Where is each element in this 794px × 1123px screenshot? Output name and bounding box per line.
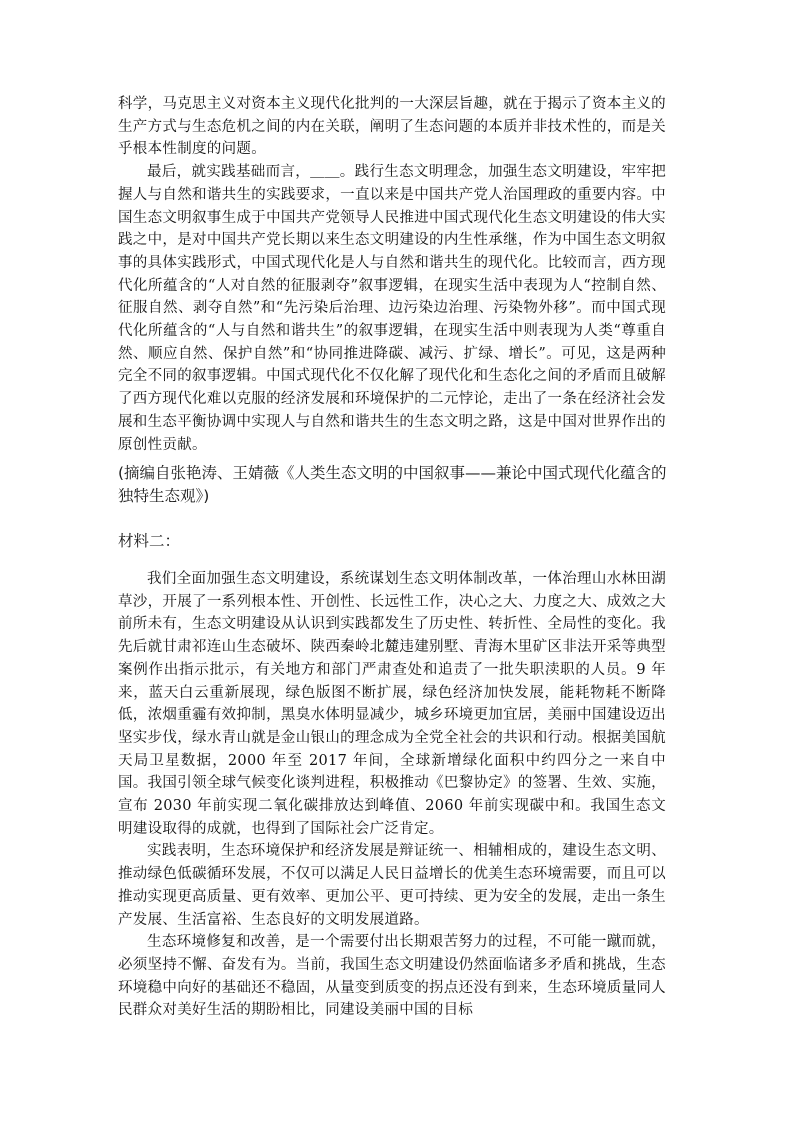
source-citation: (摘编自张艳涛、王婧薇《人类生态文明的中国叙事——兼论中国式现代化蕴含的独特生态观》) (118, 464, 667, 505)
material-one-paragraph-2: 最后，就实践基础而言，＿＿。践行生态文明理念，加强生态文明建设，牢牢把握人与自然和谐共生的实践要求，一直以来是中国共产党人治国理政的重要内容。中国生态文明叙事生成于中国共产党领导人民推进中国式现代化生态文明建设的伟大实践之中，是对中国共产党长期以来生态文明建设的内生性承继，作为中国生态文明叙事的具体实践形式，中国式现代化是人与自然和谐共生的现代化。比较而言，西方现代化所蕴含的“人对自然的征服剥夺”叙事逻辑，在现实生活中表现为人“控制自然、征服自然、剥夺自然”和“先污染后治理、边污染边治理、污染物外移”。而中国式现代化所蕴含的“人与自然和谐共生”的叙事逻辑，在现实生活中则表现为人类“尊重自然、顺应自然、保护自然”和“协同推进降碳、减污、扩绿、增长”。可见，这是两种完全不同的叙事逻辑。中国式现代化不仅化解了现代化和生态化之间的矛盾而且破解了西方现代化难以克服的经济发展和环境保护的二元悖论，走出了一条在经济社会发展和生态平衡协调中实现人与自然和谐共生的生态文明之路，这是中国对世界作出的原创性贡献。 (118, 164, 666, 453)
material-two-text (118, 568, 666, 1022)
material-two-heading: 材料二： (118, 532, 181, 550)
material-one-paragraph-1: 科学，马克思主义对资本主义现代化批判的一大深层旨趣，就在于揭示了资本主义的生产方式与生态危机之间的内在关联，阐明了生态问题的本质并非技术性的，而是关乎根本性制度的问题。 (118, 96, 666, 158)
material-two-paragraph-2: 实践表明，生态环境保护和经济发展是辩证统一、相辅相成的，建设生态文明、推动绿色低碳循环发展，不仅可以满足人民日益增长的优美生态环境需要，而且可以推动实现更高质量、更有效率、更加公平、更可持续、更为安全的发展，走出一条生产发展、生活富裕、生态良好的文明发展道路。 (118, 843, 666, 928)
material-one-text (118, 93, 666, 456)
material-two-paragraph-3: 生态环境修复和改善，是一个需要付出长期艰苦努力的过程，不可能一蹴而就，必须坚持不懈、奋发有为。当前，我国生态文明建设仍然面临诸多矛盾和挑战，生态环境稳中向好的基础还不稳固，从量变到质变的拐点还没有到来，生态环境质量同人民群众对美好生活的期盼相比，同建设美丽中国的目标 (118, 934, 666, 1019)
material-two-paragraph-1: 我们全面加强生态文明建设，系统谋划生态文明体制改革，一体治理山水林田湖草沙，开展了一系列根本性、开创性、长远性工作，决心之大、力度之大、成效之大前所未有，生态文明建设从认识到实践都发生了历史性、转折性、全局性的变化。我先后就甘肃祁连山生态破坏、陕西秦岭北麓违建别墅、青海木里矿区非法开采等典型案例作出指示批示，有关地方和部门严肃查处和追责了一批失职渎职的人员。9 年来，蓝天白云重新展现，绿色版图不断扩展，绿色经济加快发展，能耗物耗不断降低，浓烟重霾有效抑制，黑臭水体明显减少，城乡环境更加宜居，美丽中国建设迈出坚实步伐，绿水青山就是金山银山的理念成为全党全社会的共识和行动。根据美国航天局卫星数据，2000 年至 2017 年间，全球新增绿化面积中约四分之一来自中国。我国引领全球气候变化谈判进程，积极推动《巴黎协定》的签署、生效、实施，宣布 2030 年前实现二氧化碳排放达到峰值、2060 年前实现碳中和。我国生态文明建设取得的成就，也得到了国际社会广泛肯定。 (118, 571, 666, 837)
